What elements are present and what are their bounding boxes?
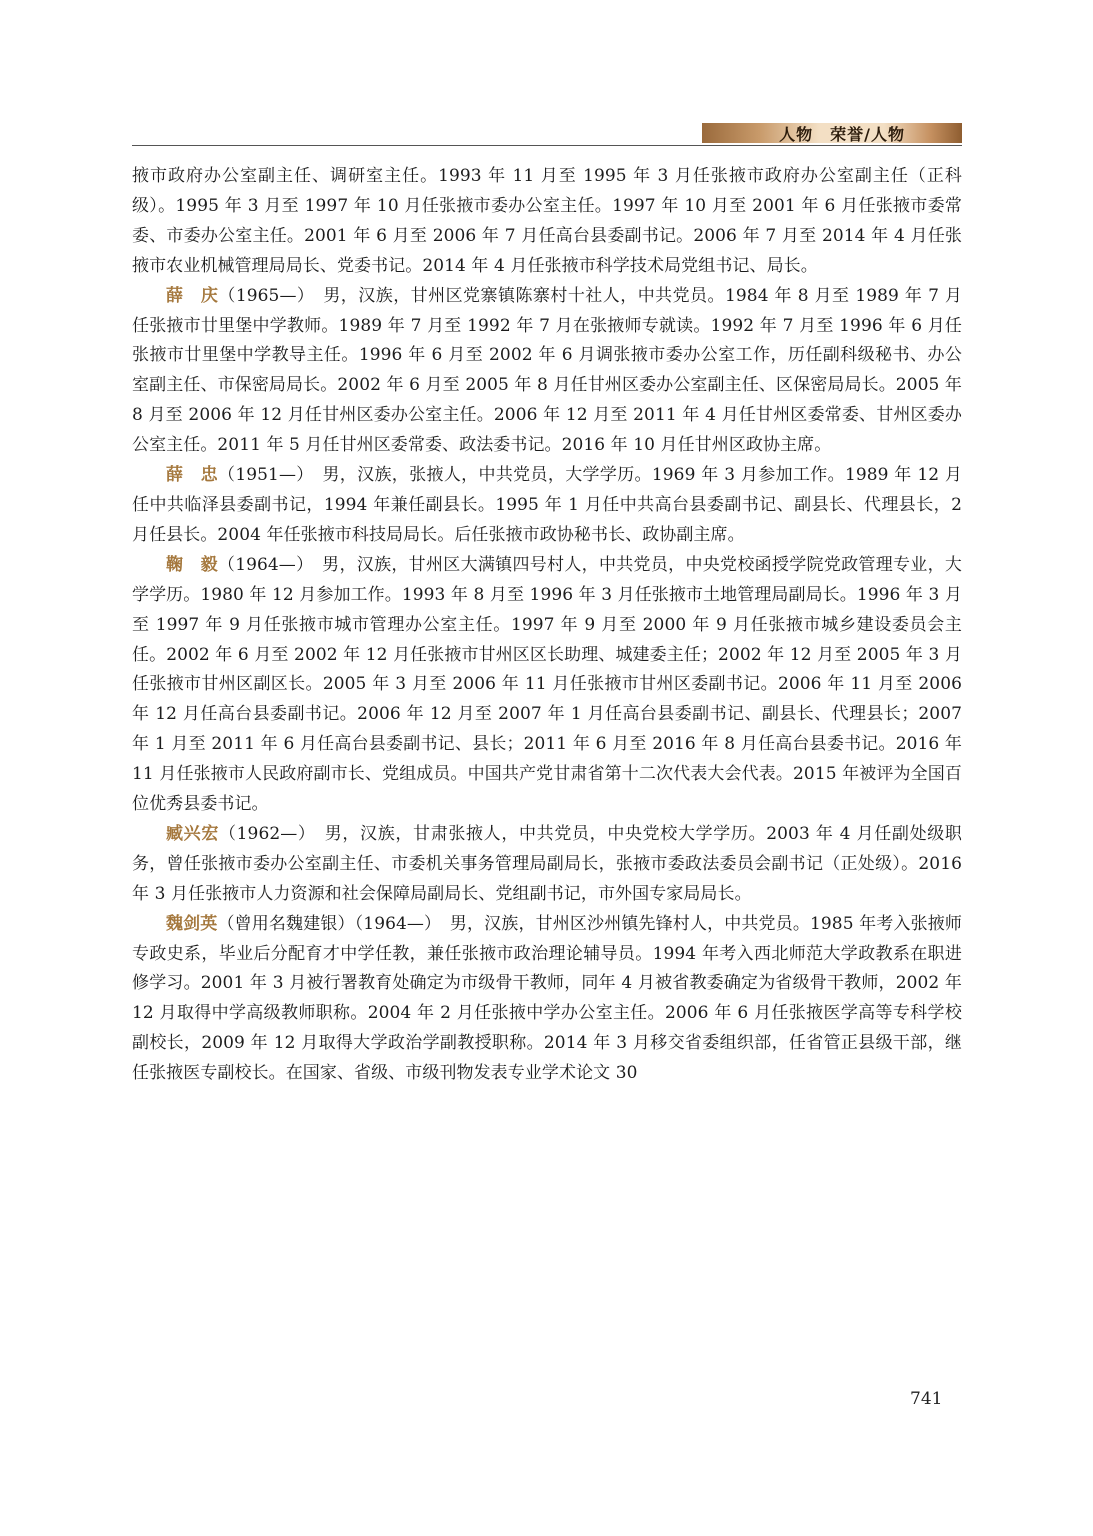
biography-text: （曾用名魏建银）（1964—） 男，汉族，甘州区沙州镇先锋村人，中共党员。1985 年考入张掖师专政史系，毕业后分配育才中学任教，兼任张掖市政治理论辅导员。1994 年考入西北师范大学政教系在职进修学习。2001 年 3 月被行署教育处确定为市级骨干教师，同年 4 月被省教委确定为省级骨干教师，2002 年 12 月取得中学高级教师职称。2004 年 2 月任张掖中学办公室主任。2006 年 6 月任张掖医学高等专科学校副校长，2009 年 12 月取得大学政治学副教授职称。2014 年 3 月移交省委组织部，任省管正县级干部，继任张掖医专副校长。在国家、省级、市级刊物发表专业学术论文 30 [132, 913, 962, 1084]
header-rule [132, 145, 962, 146]
biography-entry [132, 461, 962, 551]
person-name: 薛 忠 [166, 465, 219, 486]
continuation-paragraph: 掖市政府办公室副主任、调研室主任。1993 年 11 月至 1995 年 3 月任张掖市政府办公室副主任（正科级）。1995 年 3 月至 1997 年 10 月任张掖市委办公室主任。1997 年 10 月至 2001 年 6 月任张掖市委常委、市委办公室主任。2001 年 6 月至 2006 年 7 月任高台县委副书记。2006 年 7 月至 2014 年 4 月任张掖市农业机械管理局局长、党委书记。2014 年 4 月任张掖市科学技术局党组书记、局长。 [132, 166, 962, 276]
page-number: 741 [910, 1389, 943, 1409]
header-section-title: 人物 荣誉/人物 [779, 125, 905, 144]
person-name: 魏剑英 [166, 913, 218, 934]
biography-entry [132, 551, 962, 820]
biography-text: （1951—） 男，汉族，张掖人，中共党员，大学学历。1969 年 3 月参加工作。1989 年 12 月任中共临泽县委副书记，1994 年兼任副县长。1995 年 1 月任中共高台县委副书记、副县长、代理县长，2 月任县长。2004 年任张掖市科技局局长。后任张掖市政协秘书长、政协副主席。 [132, 465, 962, 545]
biography-entry [132, 820, 962, 910]
person-name: 薛 庆 [166, 285, 219, 306]
body-text [132, 162, 962, 1089]
running-header [132, 118, 962, 146]
biography-entry [132, 910, 962, 1089]
person-name: 鞠 毅 [166, 554, 218, 575]
biography-text: （1962—） 男，汉族，甘肃张掖人，中共党员，中央党校大学学历。2003 年 4 月任副处级职务，曾任张掖市委办公室副主任、市委机关事务管理局副局长，张掖市委政法委员会副书记（正处级）。2016 年 3 月任张掖市人力资源和社会保障局副局长、党组副书记，市外国专家局局长。 [132, 823, 962, 904]
biography-text: （1965—） 男，汉族，甘州区党寨镇陈寨村十社人，中共党员。1984 年 8 月至 1989 年 7 月任张掖市廿里堡中学教师。1989 年 7 月至 1992 年 7 月在张掖师专就读。1992 年 7 月至 1996 年 6 月任张掖市廿里堡中学教导主任。1996 年 6 月至 2002 年 6 月调张掖市委办公室工作，历任副科级秘书、办公室副主任、市保密局局长。2002 年 6 月至 2005 年 8 月任甘州区委办公室副主任、区保密局局长。2005 年 8 月至 2006 年 12 月任甘州区委办公室主任。2006 年 12 月至 2011 年 4 月任甘州区委常委、甘州区委办公室主任。2011 年 5 月任甘州区委常委、政法委书记。2016 年 10 月任甘州区政协主席。 [132, 285, 962, 456]
biography-entry [132, 282, 962, 461]
biography-text: （1964—） 男，汉族，甘州区大满镇四号村人，中共党员，中央党校函授学院党政管理专业，大学学历。1980 年 12 月参加工作。1993 年 8 月至 1996 年 3 月任张掖市土地管理局副局长。1996 年 3 月至 1997 年 9 月任张掖市城市管理办公室主任。1997 年 9 月至 2000 年 9 月任张掖市城乡建设委员会主任。2002 年 6 月至 2002 年 12 月任张掖市甘州区区长助理、城建委主任；2002 年 12 月至 2005 年 3 月任张掖市甘州区副区长。2005 年 3 月至 2006 年 11 月任张掖市甘州区委副书记。2006 年 11 月至 2006 年 12 月任高台县委副书记。2006 年 12 月至 2007 年 1 月任高台县委副书记、副县长、代理县长；2007 年 1 月至 2011 年 6 月任高台县委副书记、县长；2011 年 6 月至 2016 年 8 月任高台县委书记。2016 年 11 月任张掖市人民政府副市长、党组成员。中国共产党甘肃省第十二次代表大会代表。2015 年被评为全国百位优秀县委书记。 [132, 554, 962, 815]
person-name: 臧兴宏 [166, 823, 219, 844]
